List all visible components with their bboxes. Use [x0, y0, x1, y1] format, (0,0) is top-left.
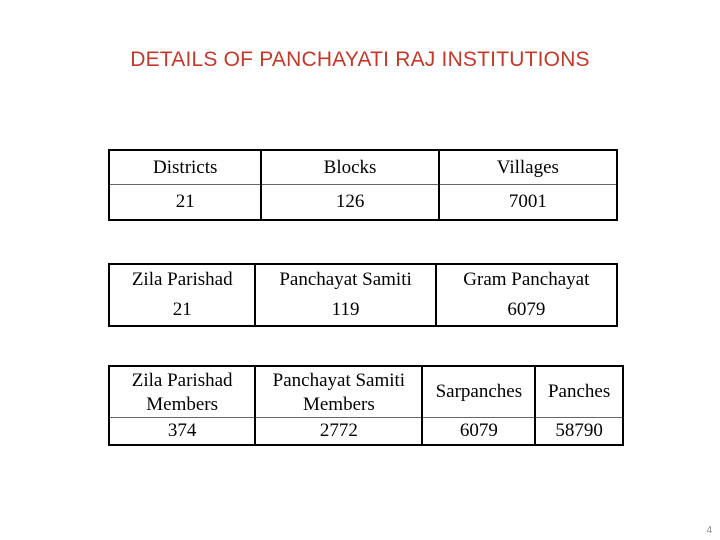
header-line: Members [302, 393, 375, 415]
value-zila-parishad-members: 374 [109, 417, 255, 445]
header-line: Zila Parishad [131, 370, 233, 391]
table-row [109, 417, 623, 445]
panchayat-bodies-table [108, 263, 618, 327]
header-zila-parishad-members [109, 366, 255, 417]
value-villages: 7001 [439, 185, 617, 221]
value-panchayat-samiti: 119 [255, 295, 435, 326]
table-header-row [109, 366, 623, 417]
header-panchayat-samiti-members [255, 366, 422, 417]
table-header-row [109, 264, 617, 295]
header-line: Panchayat Samiti [272, 370, 406, 391]
value-gram-panchayat: 6079 [436, 295, 617, 326]
page-number: 4 [706, 525, 712, 536]
header-districts: Districts [153, 156, 218, 178]
value-blocks: 126 [261, 185, 438, 221]
value-panchayat-samiti-members: 2772 [255, 417, 422, 445]
header-panchayat-samiti: Panchayat Samiti [255, 264, 435, 295]
header-zila-parishad: Zila Parishad [131, 269, 233, 291]
members-table [108, 365, 624, 446]
header-panches: Panches [535, 366, 623, 417]
header-villages: Villages [439, 150, 617, 185]
page-title: DETAILS OF PANCHAYATI RAJ INSTITUTIONS [130, 48, 590, 71]
table-row [109, 295, 617, 326]
value-panches: 58790 [535, 417, 623, 445]
value-zila-parishad: 21 [172, 299, 192, 321]
header-sarpanches: Sarpanches [422, 366, 535, 417]
table-header-row [109, 150, 617, 185]
table-row [109, 185, 617, 221]
districts-blocks-villages-table [108, 149, 618, 221]
value-districts: 21 [109, 185, 261, 221]
header-blocks: Blocks [261, 150, 438, 185]
header-line: Members [146, 393, 219, 415]
header-gram-panchayat: Gram Panchayat [436, 264, 617, 295]
value-sarpanches: 6079 [422, 417, 535, 445]
